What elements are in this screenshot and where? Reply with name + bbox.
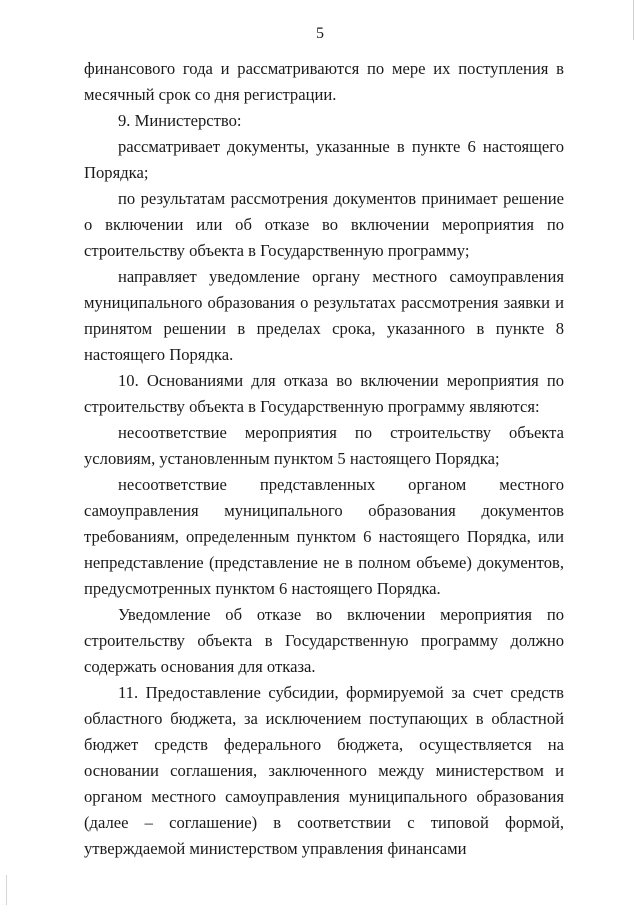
paragraph: Уведомление об отказе во включении мероприятия по строительству объекта в Государственную программу должно содержать основания для отказа. — [84, 605, 564, 676]
paragraph: финансового года и рассматриваются по мере их поступления в месячный срок со дня регистрации. — [84, 59, 564, 104]
paragraph: 9. Министерство: — [118, 111, 242, 130]
paragraph: 11. Предоставление субсидии, формируемой за счет средств областного бюджета, за исключением поступающих в областной бюджет средств федерального бюджета, осуществляется на основании соглашения, заключенного между министерством и органом местного самоуправления муниципального образования (далее – соглашение) в соответствии с типовой формой, утверждаемой министерством управления финансами — [84, 683, 564, 858]
page-number: 5 — [316, 25, 324, 42]
paragraph: по результатам рассмотрения документов принимает решение о включении или об отказе во включении мероприятия по строительству объекта в Государственную программу; — [84, 189, 564, 260]
paragraph: несоответствие представленных органом местного самоуправления муниципального образования документов требованиям, определенным пунктом 6 настоящего Порядка, или непредставление (представление не в полном объеме) документов, предусмотренных пунктом 6 настоящего Порядка. — [84, 475, 564, 598]
paragraph: рассматривает документы, указанные в пункте 6 настоящего Порядка; — [84, 137, 564, 182]
document-body — [84, 56, 564, 862]
paragraph: направляет уведомление органу местного самоуправления муниципального образования о результатах рассмотрения заявки и принятом решении в пределах срока, указанного в пункте 8 настоящего Порядка. — [84, 267, 564, 364]
scan-edge-mark-bottom — [6, 875, 7, 905]
paragraph: 10. Основаниями для отказа во включении мероприятия по строительству объекта в Государственную программу являются: — [84, 371, 564, 416]
paragraph: несоответствие мероприятия по строительству объекта условиям, установленным пунктом 5 настоящего Порядка; — [84, 423, 564, 468]
